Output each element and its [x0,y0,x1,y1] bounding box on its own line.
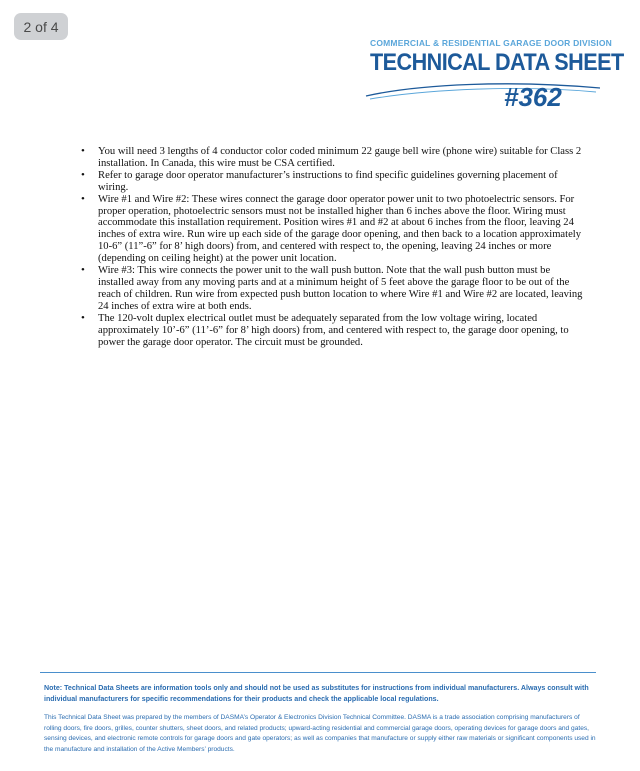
list-item: • You will need 3 lengths of 4 conductor color coded minimum 22 gauge bell wire (phone wire) suitable for Class 2 installation. In Canada, this wire must be CSA certified. [78,146,588,170]
instruction-list [78,146,588,348]
about-dasma: This Technical Data Sheet was prepared by the members of DASMA’s Operator & Electronics Division Technical Committee. DASMA is a trade association comprising manufacturers of rolling doors, fire doors, grilles, counter shutters, sheet doors, and related products; upward-acting residential and commercial garage doors, operating devices for garage doors and gates, sensing devices, and electronic remote controls for garage doors and gate operators; as well as companies that manufacture or supply either raw materials or significant components used in the manufacture and installation of the Active Members’ products. [44,714,596,753]
footer-divider [40,672,596,673]
list-item: • The 120-volt duplex electrical outlet must be adequately separated from the low voltage wiring, located approximately 10’-6” (11’-6” for 8’ high doors) from, and centered with respect to, the garage door opening, to power the garage door operator. The circuit must be grounded. [78,313,588,349]
disclaimer-note: Note: Technical Data Sheets are information tools only and should not be used as substitutes for instructions from individual manufacturers. Always consult with individual manufacturers for specific recommendations for their products and check the applicable local regulations. [44,684,589,703]
swoosh-graphic [360,78,610,108]
page-indicator: 2 of 4 [14,13,68,40]
list-item: • Wire #3: This wire connects the power unit to the wall push button. Note that the wall push button must be installed away from any moving parts and at a minimum height of 5 feet above the garage floor to be out of the reach of children. Run wire from expected push button location to where Wire #1 and Wire #2 are located, leaving 24 inches of extra wire at both ends. [78,265,588,313]
document-number: #362 [504,82,562,112]
document-header [0,0,640,120]
division-label: COMMERCIAL & RESIDENTIAL GARAGE DOOR DIVISION [370,38,612,48]
document-title: TECHNICAL DATA SHEET [370,49,624,76]
list-item: • Refer to garage door operator manufacturer’s instructions to find specific guidelines governing placement of wiring. [78,170,588,194]
list-item: • Wire #1 and Wire #2: These wires connect the garage door operator power unit to two photoelectric sensors. For proper operation, photoelectric sensors must not be installed higher than 6 inches above the floor. Wiring must accommodate this installation requirement. Position wires #1 and #2 at about 6 inches from the floor, leaving 24 inches of extra wire. Run wire up each side of the garage door opening, and then back to a location approximately 10-6” (11”-6” for 8’ high doors) from, and centered with respect to, the opening, leaving 24 inches or more (depending on ceiling height) at the power unit location. [78,194,588,265]
